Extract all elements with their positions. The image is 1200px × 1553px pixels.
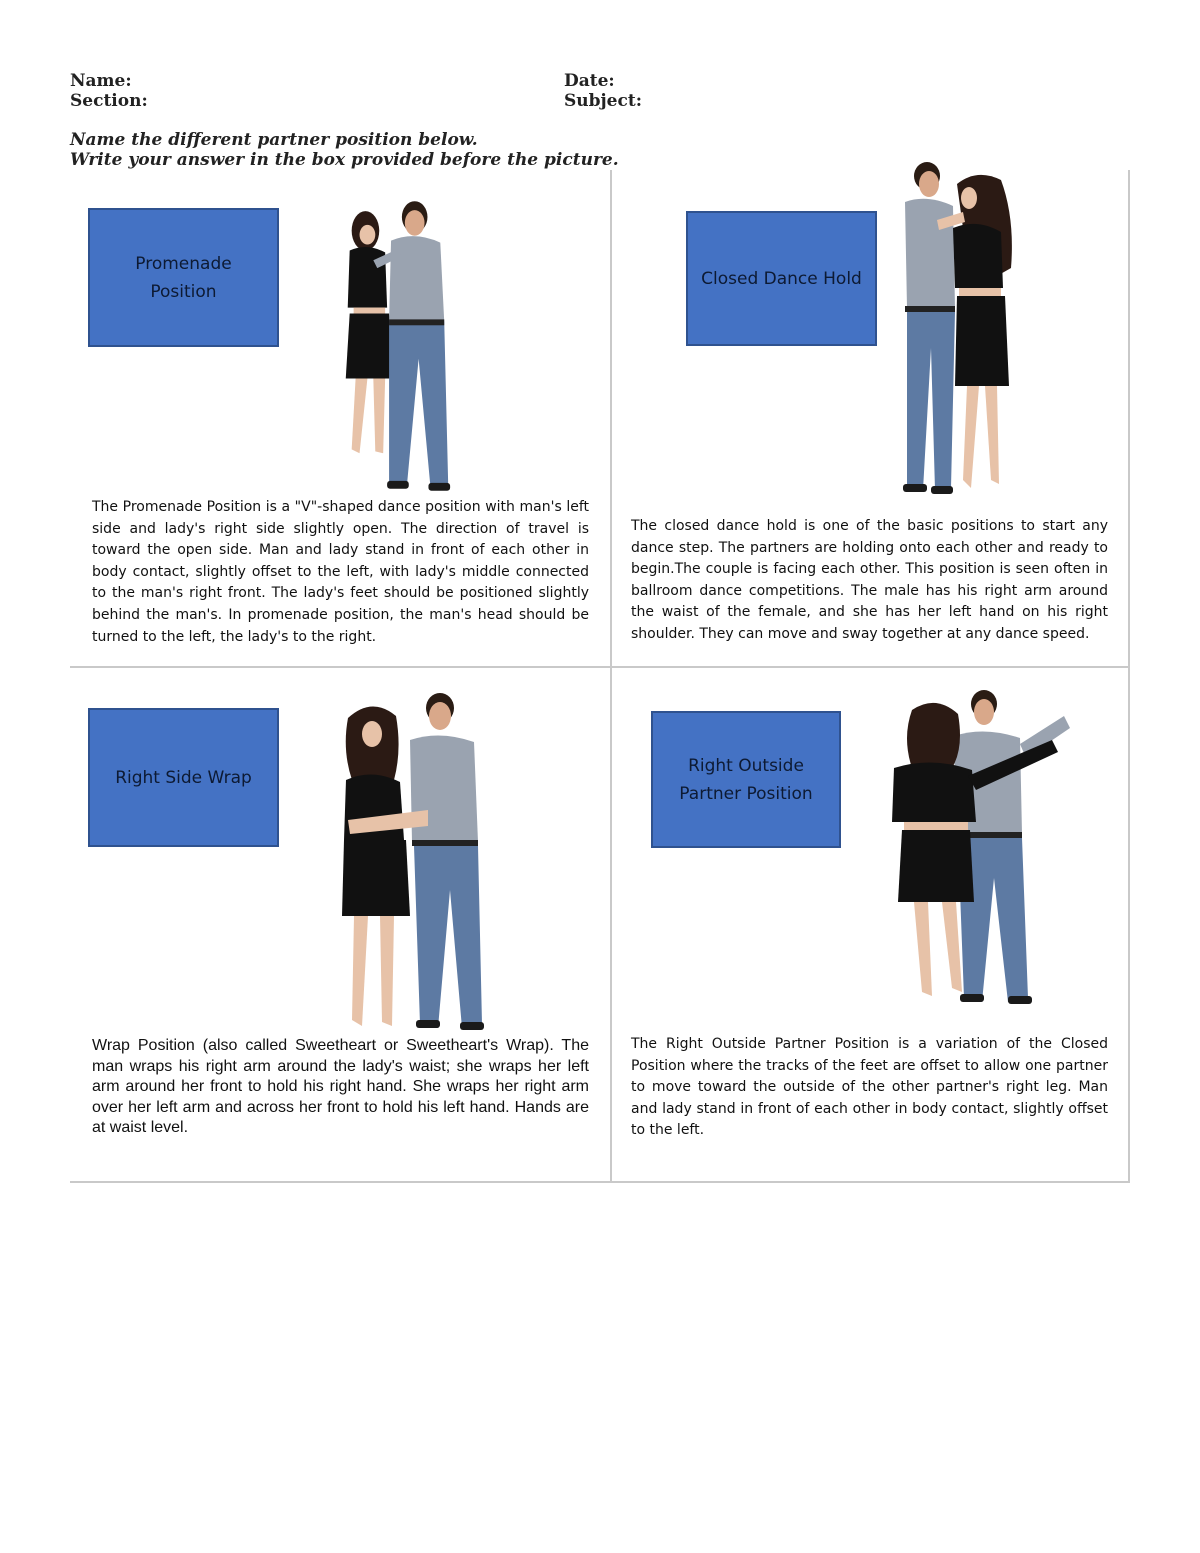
answer-box-right-side-wrap[interactable]: Right Side Wrap (88, 708, 279, 847)
table-border-middle-vertical (610, 170, 612, 1183)
answer-box-right-outside-partner[interactable]: Right Outside Partner Position (651, 711, 841, 848)
answer-box-closed-hold[interactable]: Closed Dance Hold (686, 211, 877, 346)
table-border-middle-horizontal (70, 666, 1130, 668)
instruction-line-1: Name the different partner position below. (70, 130, 478, 150)
subject-label: Subject: (564, 91, 642, 111)
section-label: Section: (70, 91, 148, 111)
table-border-right (1128, 170, 1130, 1183)
description-right-outside-partner: The Right Outside Partner Position is a variation of the Closed Position where the tracks of the feet are offset to allow one partner to move toward the outside of the other partner's right leg. Man and lady stand in front of each other in body contact, slightly offset to the left. (631, 1036, 1108, 1139)
table-border-bottom (70, 1181, 1130, 1183)
description-right-side-wrap: Wrap Position (also called Sweetheart or Sweetheart's Wrap). The man wraps his right arm around the lady's waist; she wraps her left arm around her front to hold his right hand. She wraps her right arm over her left arm and across her front to hold his left hand. Hands are at waist level. (92, 1037, 589, 1136)
instruction-line-2: Write your answer in the box provided before the picture. (70, 150, 619, 170)
date-label: Date: (564, 71, 615, 91)
closed-dance-hold-photo (893, 158, 1023, 504)
description-closed-hold: The closed dance hold is one of the basic positions to start any dance step. The partners are holding onto each other and ready to begin.The couple is facing each other. This position is seen often in ballroom dance competitions. The male has his right arm around the waist of the female, and she has her left hand on his right shoulder. They can move and sway together at any dance speed. (631, 518, 1108, 642)
instructions (70, 130, 619, 170)
right-side-wrap-photo (328, 690, 492, 1034)
name-label: Name: (70, 71, 132, 91)
description-promenade: The Promenade Position is a "V"-shaped dance position with man's left side and lady's right side slightly open. The direction of travel is toward the open side. Man and lady stand in front of each other in body contact, slightly offset to the left, with lady's middle connected to the man's right front. The lady's feet should be positioned slightly behind the man's. In promenade position, the man's head should be turned to the left, the lady's to the right. (92, 499, 589, 645)
promenade-position-photo (330, 190, 458, 498)
right-outside-partner-photo (872, 688, 1074, 1018)
answer-box-promenade[interactable]: Promenade Position (88, 208, 279, 347)
